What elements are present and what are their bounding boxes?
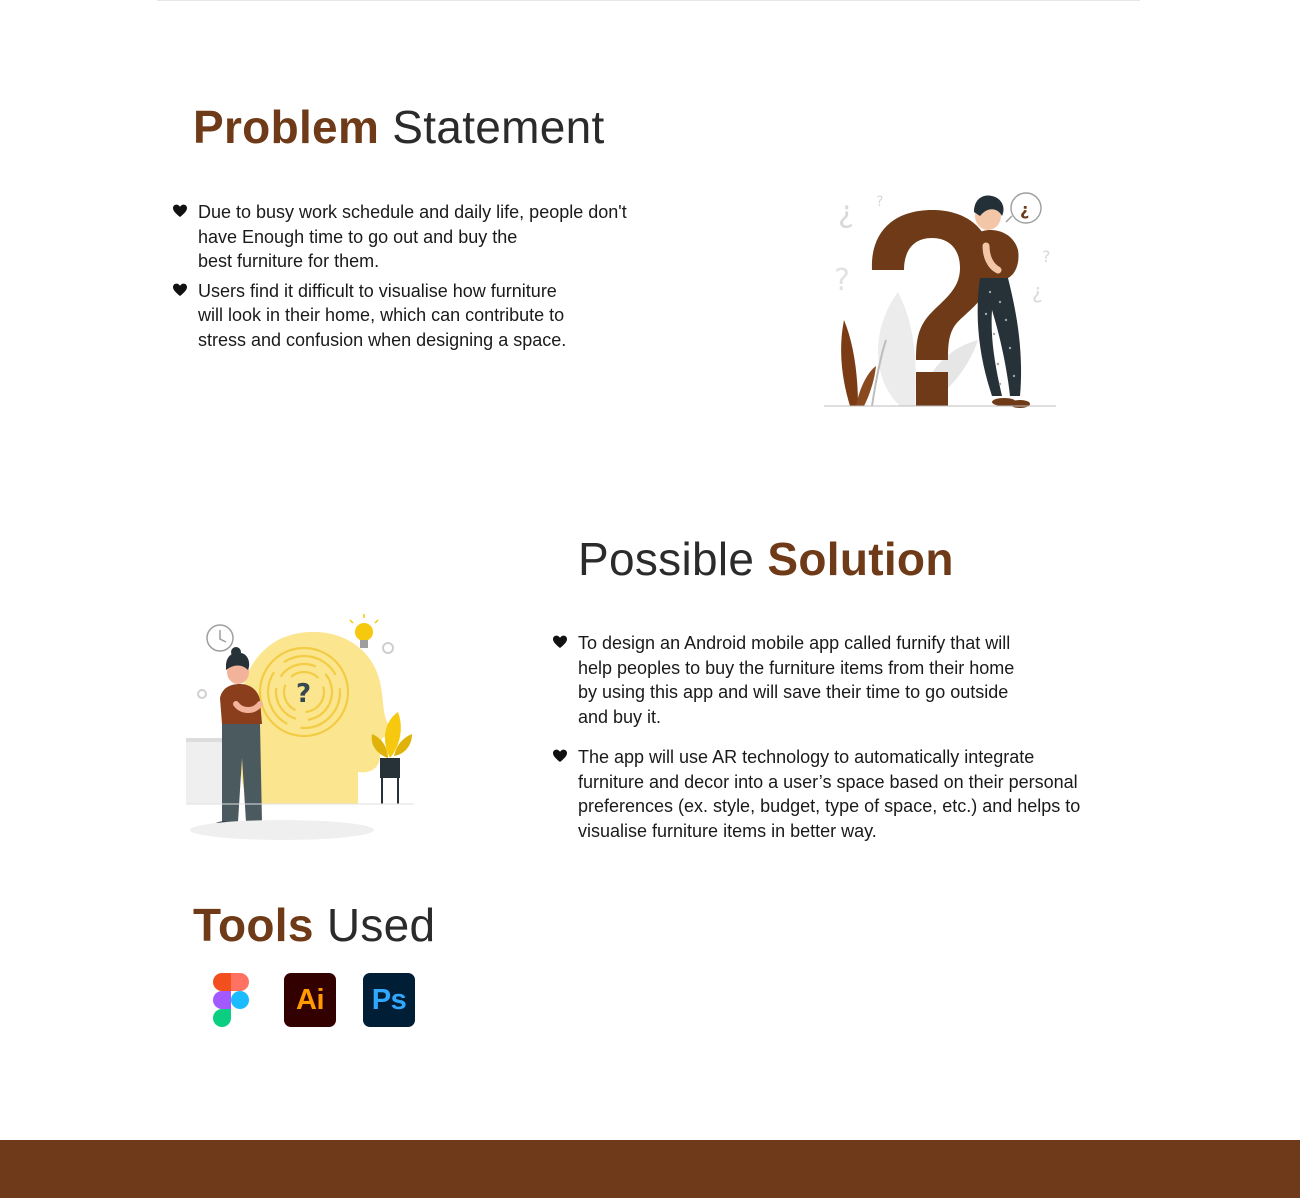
problem-bullet-list [172,200,712,352]
illustrator-logo-label: Ai [284,973,336,1027]
svg-text:?: ? [296,679,312,709]
adobe-photoshop-icon [363,973,415,1027]
question-mark-person-illustration [820,180,1060,412]
solution-bullet-1-text: To design an Android mobile app called furnify that will help peoples to buy the furniture items from their home by using this app and will save their time to go outside and buy it. [578,633,1015,727]
tools-heading-rest: Used [326,899,436,951]
footer-band [0,1140,1300,1198]
svg-text:?: ? [834,263,850,298]
problem-bullet-2 [172,279,712,353]
solution-bullet-list [552,631,1152,843]
problem-bullet-1-text: Due to busy work schedule and daily life, people don't have Enough time to go out and buy the best furniture for them. [198,202,627,271]
tools-heading-accent: Tools [193,899,314,951]
figma-icon [205,973,257,1027]
solution-bullet-2-text: The app will use AR technology to automatically integrate furniture and decor into a user’s space based on their personal preferences (ex. style, budget, type of space, etc.) and helps to visualise furniture items in better way. [578,747,1081,841]
heart-bullet-icon [552,634,568,650]
solution-heading-accent: Solution [767,533,954,585]
thinking-maze-head-illustration [182,608,420,844]
svg-text:?: ? [876,194,884,210]
problem-heading-accent: Problem [193,101,380,153]
svg-text:¿: ¿ [1020,200,1030,219]
problem-bullet-1 [172,200,712,274]
solution-heading-rest: Possible [578,533,755,585]
svg-text:¿: ¿ [838,195,854,230]
heart-bullet-icon [172,203,188,219]
problem-heading-rest: Statement [392,101,605,153]
solution-bullet-2 [552,745,1152,843]
photoshop-logo-label: Ps [363,973,415,1027]
svg-text:?: ? [1042,247,1051,266]
adobe-illustrator-icon [284,973,336,1027]
problem-bullet-2-text: Users find it difficult to visualise how furniture will look in their home, which can contribute to stress and confusion when designing a space. [198,280,567,350]
possible-solution-heading [578,532,954,586]
top-divider [157,0,1140,1]
heart-bullet-icon [172,282,188,298]
heart-bullet-icon [552,748,568,764]
tools-icon-row [205,973,442,1027]
tools-used-heading [193,898,435,952]
svg-text:¿: ¿ [1032,279,1043,303]
solution-bullet-1 [552,631,1152,729]
problem-statement-heading [193,100,605,154]
